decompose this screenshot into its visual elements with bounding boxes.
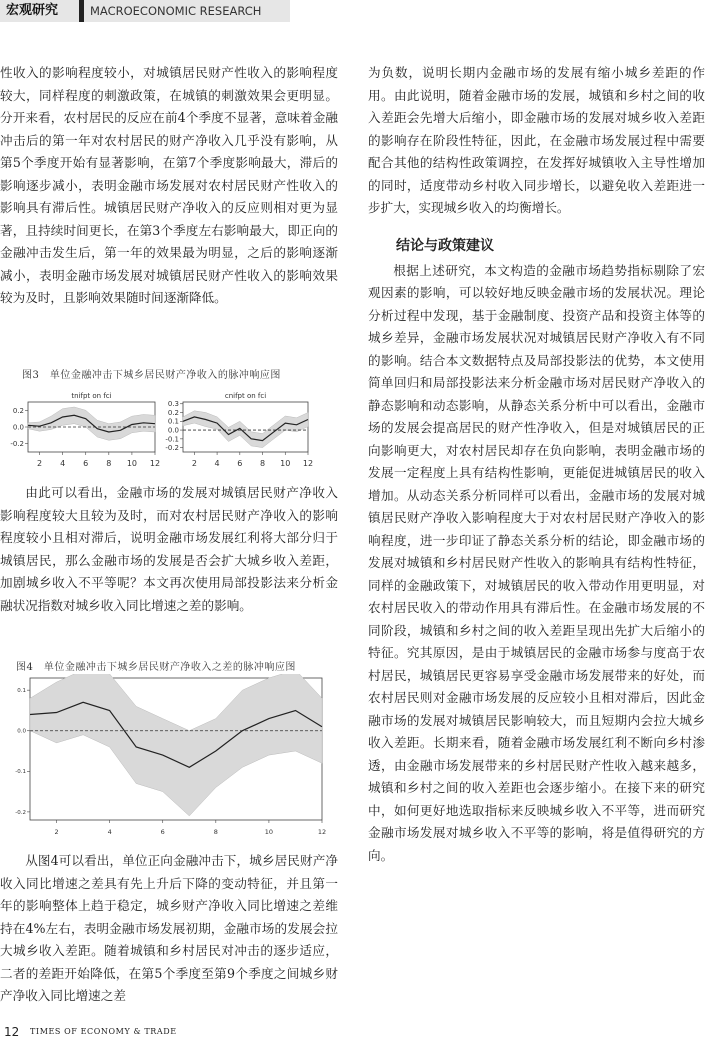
right-paragraph-2: 根据上述研究，本文构造的金融市场趋势指标剔除了宏观因素的影响，可以较好地反映金融市场的发展状况。理论分析过程中发现，基于金融制度、投资产品和投资主体等的城乡差异，金融市场发展状况对城镇居民财产净收入有不同的影响。结合本文数据特点及局部投影法的优势，本文使用简单回归和局部投影法来分析金融市场对居民财产净收入的静态影响和动态影响，从静态关系分析中可以看出，金融市场的发展会提高居民的财产性净收入，但是对城镇居民的正向影响更大，对农村居民却存在负向影响，表明金融市场的发展一定程度上具有结构性影响，更能促进城镇居民的收入增加。从动态关系分析同样可以看出，金融市场的发展对城镇居民财产净收入影响程度大于对农村居民财产净收入的影响程度，进一步印证了静态关系分析的结论，即金融市场的发展对城镇和乡村居民财产性收入的影响具有结构性特征，同样的金融政策下，对城镇居民的收入带动作用更明显，对农村居民收入的带动作用具有滞后性。在金融市场发展的不同阶段，城镇和乡村之间的收入差距呈现出先扩大后缩小的特征。究其原因，是由于城镇居民的金融市场参与度高于农村居民，城镇居民更容易享受金融市场发展带来的好处，而农村居民则对金融市场发展的反应较小且相对滞后，因此金融市场的发展对城镇居民影响较大，而且短期内会拉大城乡收入差距。长期来看，随着金融市场发展红利不断向乡村渗透，由金融市场发展带来的乡村居民财产性收入越来越多，城镇和乡村之间的收入差距也会逐步缩小。在接下来的研究中，如何更好地选取指标来反映城乡收入不平等，进而研究金融市场发展对城乡收入不平等的影响，将是值得研究的方向。	[368, 262, 705, 863]
fig3-right-xtick-label: 12	[302, 459, 314, 468]
fig3-right-ytick-label: 0.3	[167, 400, 179, 409]
fig4-xtick-label: 8	[213, 828, 218, 836]
fig3-right-title: cnifpt on fci	[224, 392, 267, 400]
fig3-left-title: tnifpt on fci	[71, 392, 112, 400]
fig3-left-xtick-label: 8	[106, 459, 112, 468]
fig3-right-xtick-label: 2	[191, 459, 197, 468]
figure4-chart	[0, 674, 338, 842]
right-paragraph-1: 为负数，说明长期内金融市场的发展有缩小城乡差距的作用。由此说明，随着金融市场的发展，城镇和乡村之间的收入差距会先增大后缩小，即金融市场的发展对城乡收入差距的影响存在阶段性特征，因此，在金融市场发展过程中需要配合其他的结构性政策调控，在发挥好城镇收入主导性增加的同时，适度带动乡村收入同步增长，以避免收入差距进一步扩大，实现城乡收入的均衡增长。	[368, 65, 705, 215]
fig4-xtick-label: 4	[107, 828, 112, 836]
fig3-left-xtick-label: 12	[149, 459, 161, 468]
fig4-xtick-label: 10	[264, 828, 274, 836]
figure3-caption: 图3 单位金融冲击下城乡居民财产净收入的脉冲响应图	[22, 370, 281, 381]
fig3-left-xtick-label: 6	[83, 459, 89, 468]
figure4-caption: 图4 单位金融冲击下城乡居民财产净收入之差的脉冲响应图	[16, 662, 296, 673]
fig4-xtick-label: 12	[317, 828, 327, 836]
fig3-left-ytick-label: 0.2	[12, 406, 24, 415]
fig3-left-ytick-label: -0.2	[10, 440, 24, 449]
page-footer	[0, 1025, 705, 1043]
fig3-left-xtick-label: 4	[60, 459, 66, 468]
fig3-right-xtick-label: 8	[259, 459, 266, 468]
fig3-right-ytick-label: 0.1	[167, 417, 179, 426]
fig3-right-ytick-label: -0.2	[165, 444, 179, 453]
fig4-ytick-label: -0.1	[15, 769, 26, 776]
fig4-ytick-label: 0.0	[17, 728, 26, 735]
fig4-ytick-label: 0.1	[17, 688, 26, 695]
section-subtitle: MACROECONOMIC RESEARCH	[84, 0, 290, 22]
journal-name: TIMES OF ECONOMY & TRADE	[30, 1027, 177, 1036]
fig3-right-xtick-label: 6	[237, 459, 243, 468]
fig3-left-xtick-label: 2	[36, 459, 43, 468]
left-column-top	[0, 62, 338, 310]
figure3-chart	[0, 388, 338, 483]
left-paragraph-1: 性收入的影响程度较小，对城镇居民财产性收入的影响程度较大，同样程度的刺激政策，在城镇的刺激效果会更明显。分开来看，农村居民的反应在前4个季度不显著，意味着金融冲击后的第一年对农村居民的财产净收入几乎没有影响，从第5个季度开始有显著影响，在第7个季度影响最大，滞后的影响逐步减小，表明金融市场发展对农村居民财产性收入的影响具有滞后性。城镇居民财产净收入的反应则相对更为显著，且持续时间更长，在第3个季度左右影响最大，即正向的金融冲击发生后，第一年的效果最为明显，之后的影响逐渐减小，表明金融市场发展对城镇居民财产性收入的影响效果较为及时，且影响效果随时间逐渐降低。	[0, 65, 338, 305]
left-paragraph-3: 从图4可以看出，单位正向金融冲击下，城乡居民财产净收入同比增速之差具有先上升后下降的变动特征，并且第一年的影响整体上趋于稳定，城乡财产净收入同比增速之差维持在4%左右，表明金融市场发展初期，金融市场的发展会拉大城乡收入差距。随着城镇和乡村居民对冲击的逐步适应，二者的差距开始降低，在第5个季度至第9个季度之间城乡财产净收入同比增速之差	[0, 853, 338, 1003]
left-column-middle	[0, 482, 338, 617]
fig3-right-ytick-label: 0.2	[167, 408, 179, 417]
fig4-xtick-label: 6	[160, 828, 165, 836]
fig3-left-ytick-label: 0.0	[12, 423, 24, 432]
fig3-right-confidence-band	[183, 411, 308, 448]
section-label: 宏观研究	[0, 0, 84, 22]
fig4-confidence-band	[30, 674, 322, 816]
section-heading: 结论与政策建议	[396, 237, 494, 254]
fig3-right-ytick-label: 0.0	[167, 426, 179, 435]
fig3-left-xtick-label: 10	[126, 459, 138, 468]
page-header	[0, 0, 705, 26]
page-number: 12	[4, 1025, 20, 1039]
left-paragraph-2: 由此可以看出，金融市场的发展对城镇居民财产净收入影响程度较大且较为及时，而对农村居民财产净收入的影响程度较小且相对滞后，说明金融市场发展红利将大部分归于城镇居民，那么金融市场的发展是否会扩大城乡收入差距，加剧城乡收入不平等呢？本文再次使用局部投影法来分析金融状况指数对城乡收入同比增速之差的影响。	[0, 485, 338, 613]
fig3-right-xtick-label: 4	[214, 459, 220, 468]
right-column	[368, 62, 705, 867]
left-column-bottom	[0, 850, 338, 1008]
fig4-ytick-label: -0.2	[15, 809, 26, 816]
fig4-xtick-label: 2	[54, 828, 59, 836]
fig3-right-xtick-label: 10	[280, 459, 291, 468]
fig3-right-ytick-label: -0.1	[165, 435, 179, 444]
